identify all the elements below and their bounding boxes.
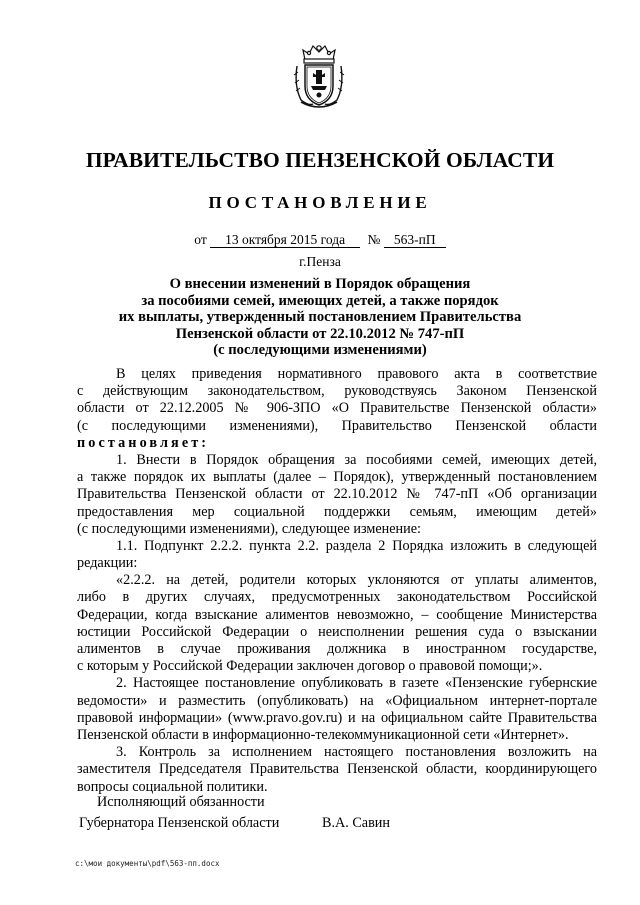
subject-line: О внесении изменений в Порядок обращения <box>169 276 471 292</box>
signatory-position-line1: Исполняющий обязанности <box>97 794 265 810</box>
body-line: 1.1. Подпункт 2.2.2. пункта 2.2. раздела 2 Порядка изложить в следующей <box>116 537 597 554</box>
subject-line: Пензенской области от 22.10.2012 № 747-пП <box>175 325 465 342</box>
body-line: с действующим законодательством, руководствуясь Законом Пензенской <box>77 383 597 400</box>
government-title: ПРАВИТЕЛЬСТВО ПЕНЗЕНСКОЙ ОБЛАСТИ <box>85 148 555 172</box>
decree-number: 563-пП <box>384 233 446 248</box>
body-line: вопросы социальной политики. <box>77 778 268 795</box>
body-line: 1. Внести в Порядок обращения за пособиями семей, имеющих детей, <box>116 451 597 468</box>
body-line: Правительства Пензенской области от 22.10.2012 № 747-пП «Об организации <box>77 486 597 503</box>
subject-line: за пособиями семей, имеющих детей, а также порядок <box>141 292 499 309</box>
body-line: В целях приведения нормативного правового акта в соответствие <box>116 366 597 382</box>
document-type-title: ПОСТАНОВЛЕНИЕ <box>208 193 432 212</box>
body-line: с которым у Российской Федерации заключен договор о правовой помощи;». <box>77 658 543 675</box>
decree-subject <box>0 276 640 359</box>
date-prefix: от <box>194 232 207 247</box>
body-line: либо в других случаях, предусмотренных законодательством Российской <box>77 589 597 606</box>
body-line: (с последующими изменениями), Правительство Пензенской области <box>77 417 597 434</box>
penza-coat-of-arms-icon <box>291 42 347 110</box>
body-line: юстиции Российской Федерации о неисполнении решения суда о взыскании <box>77 623 597 640</box>
body-line: заместителя Председателя Правительства Пензенской области, координирующего <box>77 761 597 778</box>
body-line: 2. Настоящее постановление опубликовать в газете «Пензенские губернские <box>116 675 597 692</box>
decree-body <box>77 366 597 796</box>
subject-line: (с последующими изменениями) <box>213 342 427 359</box>
signatory-position-line2: Губернатора Пензенской области <box>79 815 280 831</box>
body-line: предоставления мер социальной поддержки семьям, имеющим детей» <box>77 503 597 520</box>
city: г.Пенза <box>299 254 341 269</box>
decree-date: 13 октября 2015 года <box>210 233 360 248</box>
body-line: редакции: <box>77 555 138 572</box>
file-path-footer: c:\мои документы\pdf\563-пп.docx <box>75 859 220 868</box>
subject-line: их выплаты, утвержденный постановлением Правительства <box>118 309 522 326</box>
body-line: а также порядок их выплаты (далее – Порядок), утвержденный постановлением <box>77 469 597 486</box>
resolves-word: постановляет: <box>77 434 210 451</box>
body-line: «2.2.2. на детей, родители которых уклоняются от уплаты алиментов, <box>116 572 597 589</box>
body-line: правовой информации» (www.pravo.gov.ru) и на официальном сайте Правительства <box>77 709 597 726</box>
body-line: алиментов в случае проживания должника в иностранном государстве, <box>77 641 597 657</box>
body-line: Пензенской области в информационно-телекоммуникационной сети «Интернет». <box>77 726 569 743</box>
signatory-name: В.А. Савин <box>322 815 390 831</box>
body-line: Федерации, когда взыскание алиментов невозможно, – сообщение Министерства <box>77 606 597 623</box>
number-prefix: № <box>367 232 381 247</box>
body-line: (с последующими изменениями), следующее изменение: <box>77 520 421 537</box>
date-number-line <box>0 232 640 248</box>
body-line: ведомости» и разместить (опубликовать) на «Официальном интернет-портале <box>77 692 597 709</box>
body-line: области от 22.12.2005 № 906-ЗПО «О Правительстве Пензенской области» <box>77 400 597 417</box>
body-line: 3. Контроль за исполнением настоящего постановления возложить на <box>116 744 597 761</box>
